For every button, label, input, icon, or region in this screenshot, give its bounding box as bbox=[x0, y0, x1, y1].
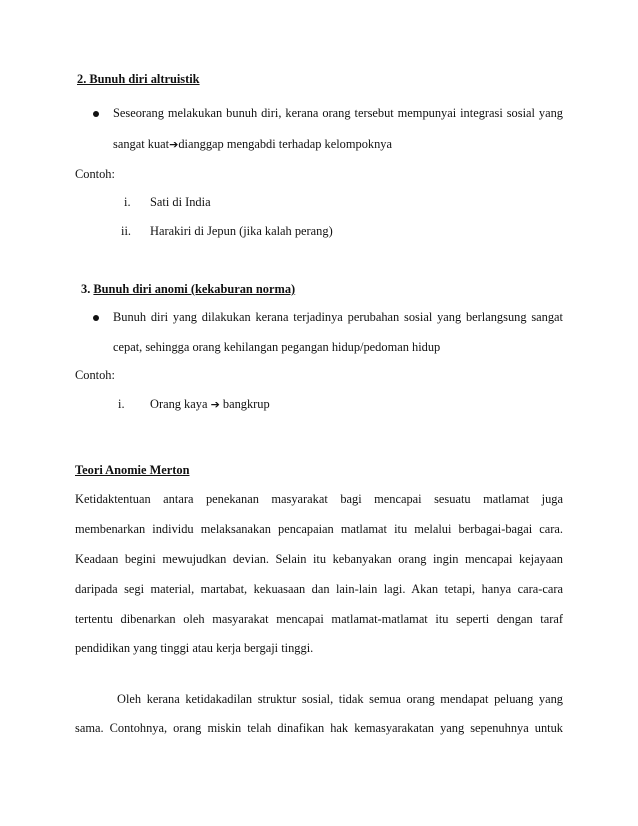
paragraph-line: Keadaan begini mewujudkan devian. Selain itu kebanyakan orang ingin mencapai kejayaan bbox=[75, 552, 563, 566]
bullet-icon bbox=[93, 315, 99, 321]
example-number: i. bbox=[124, 195, 131, 209]
section-3-bullet-line-2: cepat, sehingga orang kehilangan pegangan hidup/pedoman hidup bbox=[113, 340, 441, 354]
arrow-icon: ➔ bbox=[169, 138, 179, 151]
section-3-title: Bunuh diri anomi (kekaburan norma) bbox=[93, 282, 296, 296]
example-number: i. bbox=[118, 397, 125, 411]
bullet-icon bbox=[93, 111, 99, 117]
paragraph-line: Oleh kerana ketidakadilan struktur sosial, tidak semua orang mendapat peluang yang bbox=[117, 692, 563, 706]
section-2-heading: 2. Bunuh diri altruistik bbox=[77, 72, 200, 86]
section-2-bullet-line-1: Seseorang melakukan bunuh diri, kerana orang tersebut mempunyai integrasi sosial yang bbox=[113, 106, 563, 120]
bullet-line-2-part-a: sangat kuat bbox=[113, 137, 170, 151]
paragraph-line: pendidikan yang tinggi atau kerja bergaji tinggi. bbox=[75, 641, 314, 655]
paragraph-line: daripada segi material, martabat, kekuasaan dan lain-lain lagi. Akan tetapi, hanya cara-cara bbox=[75, 582, 563, 596]
section-3-heading bbox=[81, 282, 295, 297]
paragraph-line: membenarkan individu melaksanakan pencapaian matlamat itu melalui berbagai-bagai cara. bbox=[75, 522, 563, 536]
paragraph-line: Ketidaktentuan antara penekanan masyarakat bagi mencapai sesuatu matlamat juga bbox=[75, 492, 563, 506]
bullet-line-2-part-b: dianggap mengabdi terhadap kelompoknya bbox=[178, 137, 392, 151]
section-3-number: 3. bbox=[81, 282, 91, 296]
section-2-bullet-line-2 bbox=[113, 137, 392, 152]
example-label: Contoh: bbox=[75, 167, 115, 181]
example-item: Sati di India bbox=[150, 195, 211, 209]
example-label: Contoh: bbox=[75, 368, 115, 382]
arrow-icon: ➔ bbox=[210, 398, 220, 411]
example-text-a: Orang kaya bbox=[150, 397, 208, 411]
example-text-b: bangkrup bbox=[222, 397, 270, 411]
example-item: Harakiri di Jepun (jika kalah perang) bbox=[150, 224, 333, 238]
section-3-bullet-line-1: Bunuh diri yang dilakukan kerana terjadinya perubahan sosial yang berlangsung sangat bbox=[113, 310, 563, 324]
example-number: ii. bbox=[121, 224, 131, 238]
example-item bbox=[150, 397, 270, 412]
merton-heading: Teori Anomie Merton bbox=[75, 463, 190, 477]
paragraph-line: sama. Contohnya, orang miskin telah dinafikan hak kemasyarakatan yang sepenuhnya untuk bbox=[75, 721, 563, 735]
paragraph-line: tertentu dibenarkan oleh masyarakat mencapai matlamat-matlamat itu seperti dengan taraf bbox=[75, 612, 563, 626]
